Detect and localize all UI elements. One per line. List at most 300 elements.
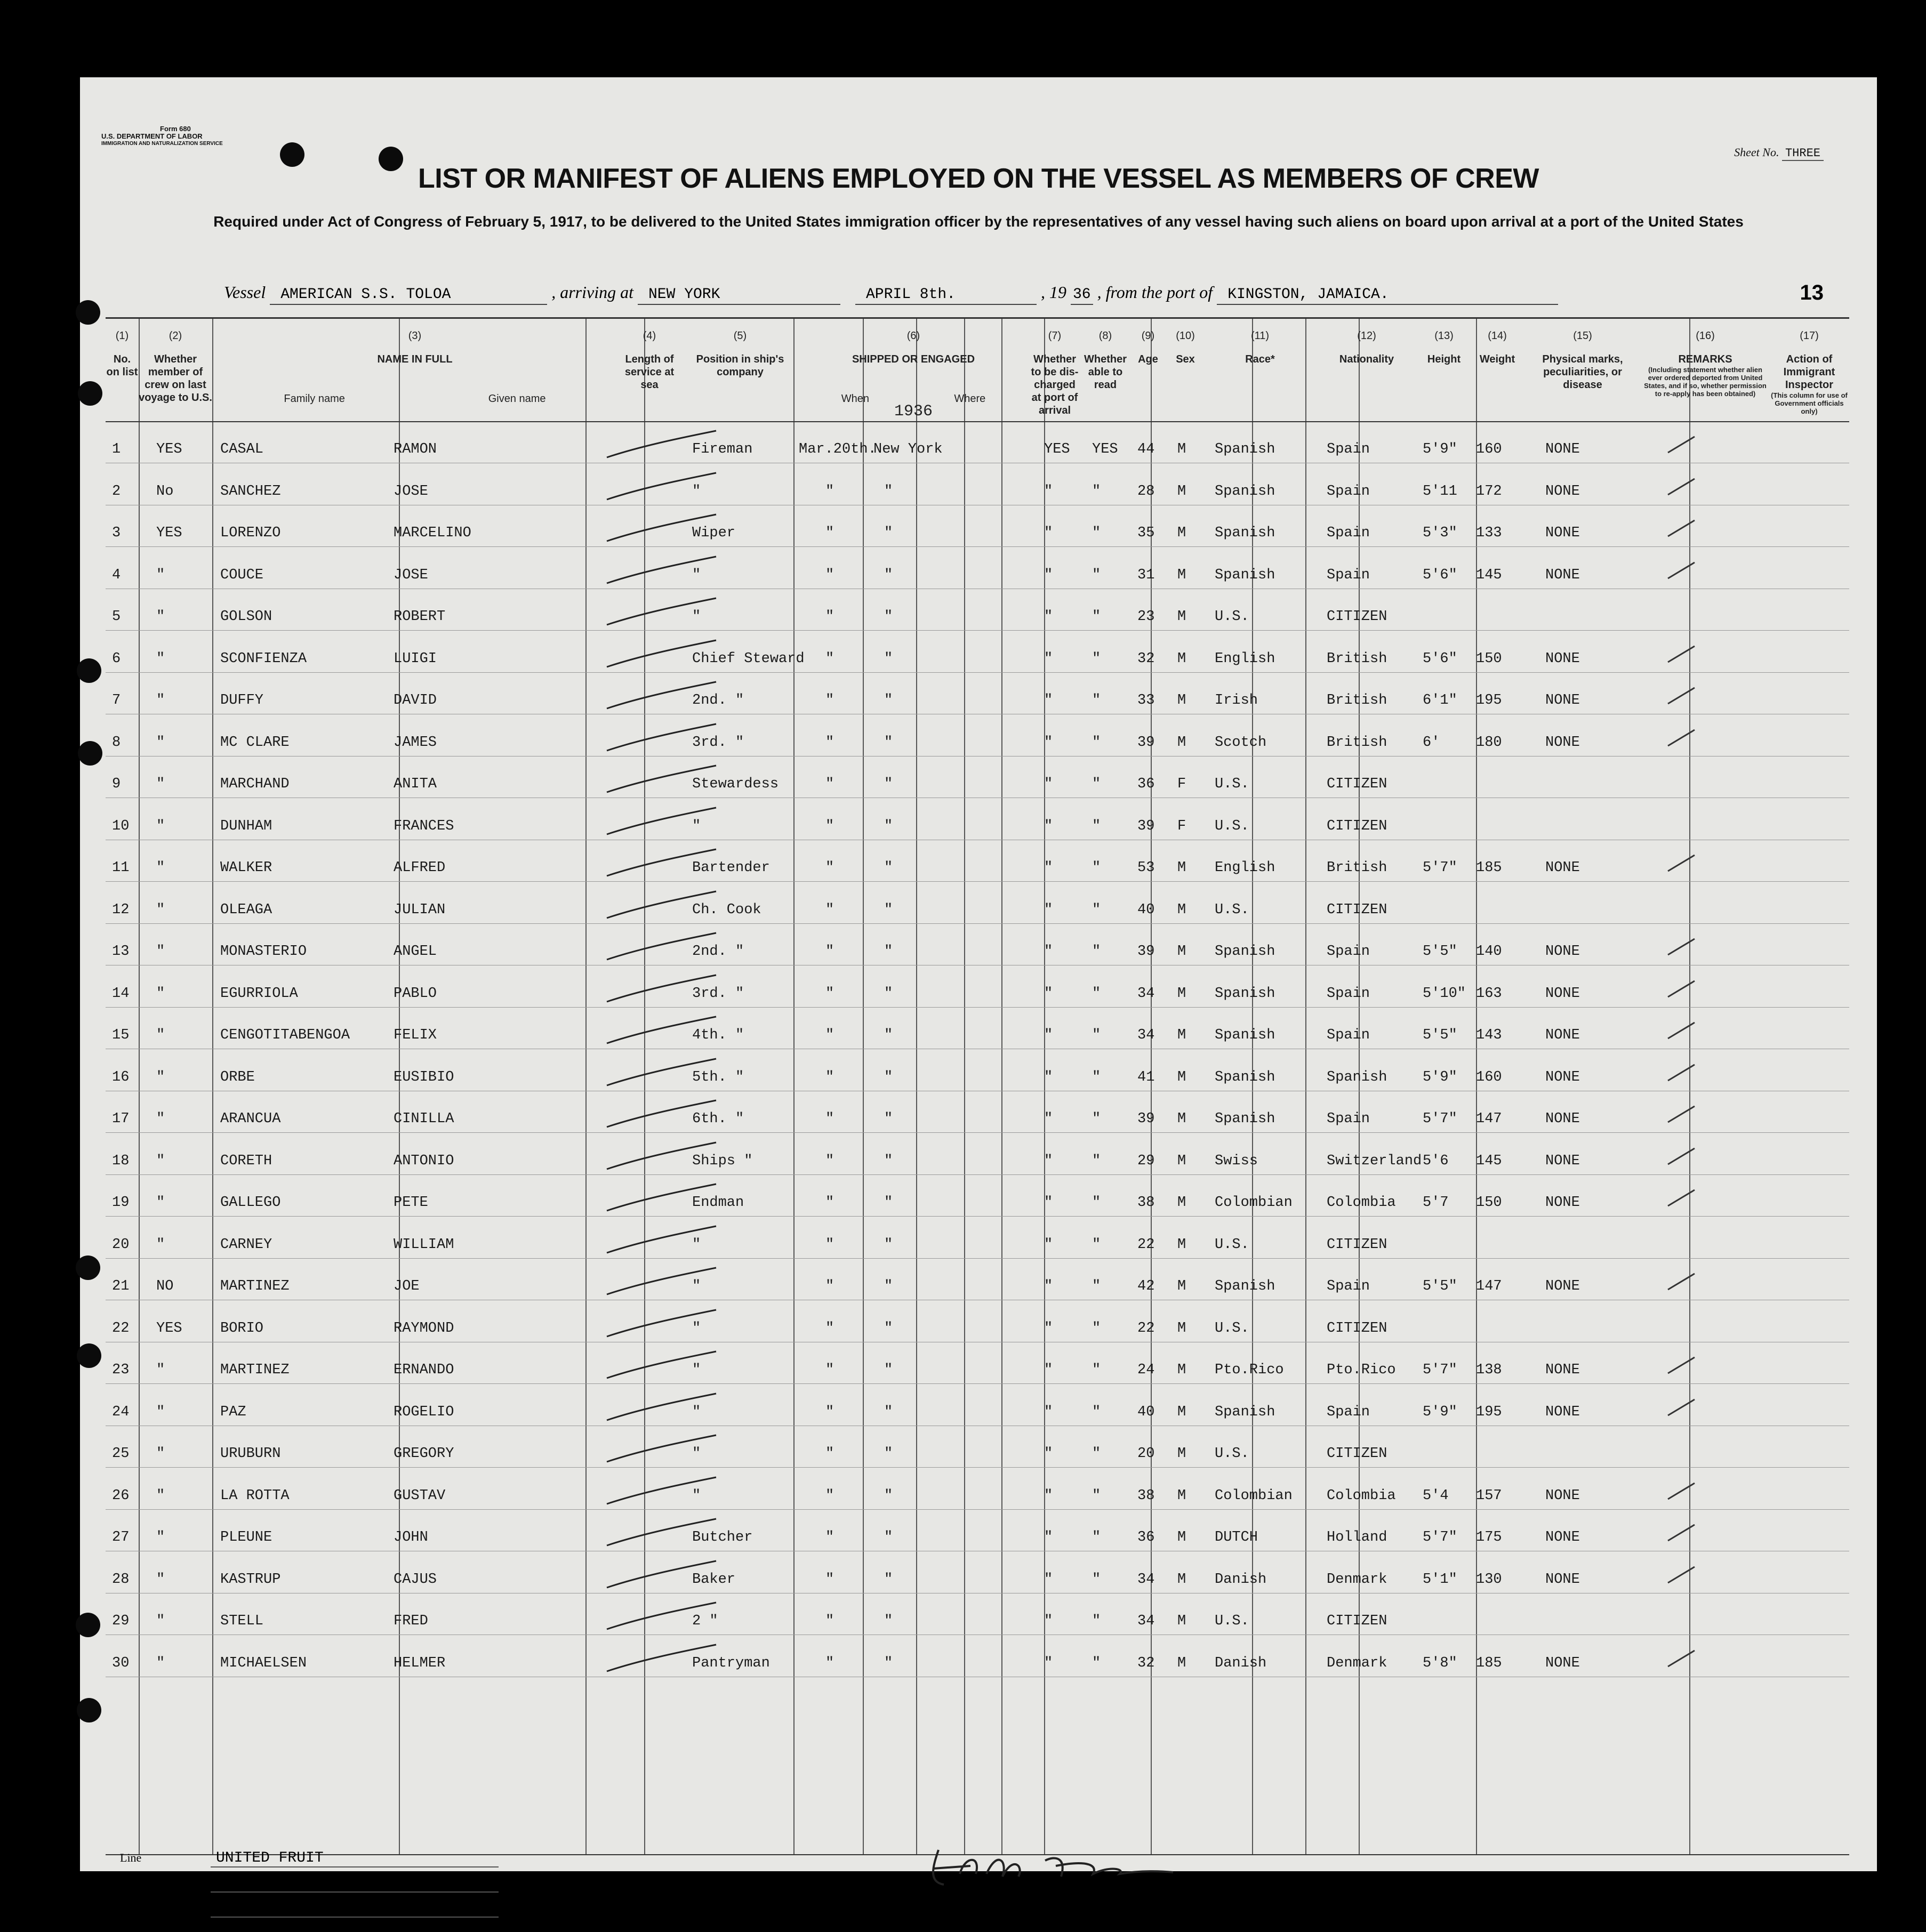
cell-when: ": [825, 693, 834, 709]
cell-position: 4th. ": [692, 1027, 744, 1043]
cell-weight: 147: [1476, 1278, 1502, 1294]
cell-read: ": [1092, 1446, 1101, 1462]
column-label: Action of Immigrant Inspector: [1783, 353, 1835, 391]
cell-no: 18: [112, 1153, 130, 1169]
service-checkmark: [601, 760, 729, 798]
table-row: [106, 1011, 1849, 1053]
cell-given: FRED: [394, 1613, 428, 1629]
service-checkmark: [601, 1388, 729, 1426]
cell-no: 13: [112, 944, 130, 960]
cell-where: ": [884, 860, 893, 876]
cell-where: ": [884, 1320, 893, 1337]
cell-age: 34: [1137, 1027, 1155, 1043]
table-row: [106, 1388, 1849, 1430]
cell-weight: 185: [1476, 860, 1502, 876]
punch-hole: [78, 381, 102, 406]
cell-height: 5'7": [1423, 1529, 1457, 1545]
column-label: No. on list: [106, 353, 138, 378]
service-checkmark: [601, 886, 729, 923]
cell-height: 5'5": [1423, 1027, 1457, 1043]
cell-when: ": [825, 818, 834, 834]
table-row: [106, 928, 1849, 969]
cell-family: SANCHEZ: [220, 483, 281, 500]
cell-when: ": [825, 944, 834, 960]
remarks-checkmark: [1663, 471, 1705, 503]
cell-no: 7: [112, 693, 121, 709]
cell-height: 5'1": [1423, 1571, 1457, 1588]
cell-no: 4: [112, 567, 121, 583]
cell-when: ": [825, 1404, 834, 1420]
cell-disch: ": [1044, 1362, 1053, 1378]
cell-family: STELL: [220, 1613, 264, 1629]
remarks-checkmark: [1663, 1643, 1705, 1675]
cell-where: ": [884, 1571, 893, 1588]
table-row: [106, 425, 1849, 467]
cell-given: DAVID: [394, 693, 437, 709]
remarks-checkmark: [1663, 1015, 1705, 1046]
cell-last: ": [156, 860, 165, 876]
punch-hole: [76, 1255, 100, 1280]
column-number: (16): [1696, 330, 1715, 342]
owners-value: UNITED FRUIT STEAMSHIP CORP.: [211, 1875, 499, 1893]
remarks-checkmark: [1663, 429, 1705, 461]
punch-hole: [76, 300, 100, 325]
cell-age: 33: [1137, 693, 1155, 709]
cell-position: 5th. ": [692, 1069, 744, 1085]
cell-height: 5'6: [1423, 1153, 1449, 1169]
cell-family: CASAL: [220, 441, 264, 457]
cell-last: ": [156, 1529, 165, 1545]
cell-given: WILLIAM: [394, 1236, 454, 1253]
sheet-value: THREE: [1782, 147, 1824, 161]
from-label: , from the port of: [1097, 283, 1213, 302]
column-header: [1204, 329, 1316, 366]
service-checkmark: [601, 1011, 729, 1049]
cell-weight: 163: [1476, 985, 1502, 1002]
cell-when: ": [825, 860, 834, 876]
cell-marks: NONE: [1545, 1571, 1580, 1588]
remarks-checkmark: [1663, 680, 1705, 712]
table-row: [106, 1556, 1849, 1597]
cell-position: 3rd. ": [692, 734, 744, 751]
cell-age: 24: [1137, 1362, 1155, 1378]
table-row: [106, 509, 1849, 551]
table-row: [106, 1053, 1849, 1095]
cell-weight: 195: [1476, 1404, 1502, 1420]
cell-where: ": [884, 1153, 893, 1169]
cell-race: Spanish: [1215, 985, 1275, 1002]
service-checkmark: [601, 593, 729, 630]
cell-nat: Spain: [1327, 1278, 1370, 1294]
cell-race: English: [1215, 650, 1275, 667]
cell-no: 22: [112, 1320, 130, 1337]
cell-given: CINILLA: [394, 1111, 454, 1127]
cell-disch: ": [1044, 1069, 1053, 1085]
remarks-checkmark: [1663, 1349, 1705, 1381]
cell-age: 32: [1137, 650, 1155, 667]
cell-age: 38: [1137, 1487, 1155, 1504]
cell-last: ": [156, 985, 165, 1002]
cell-position: ": [692, 567, 701, 583]
table-row: [106, 635, 1849, 677]
cell-when: ": [825, 567, 834, 583]
service-checkmark: [601, 1179, 729, 1216]
cell-disch: ": [1044, 860, 1053, 876]
arrival-port: NEW YORK: [638, 286, 840, 305]
cell-family: CENGOTITABENGOA: [220, 1027, 350, 1043]
cell-nat: Spain: [1327, 1111, 1370, 1127]
service-checkmark: [601, 551, 729, 589]
cell-marks: NONE: [1545, 734, 1580, 751]
cell-sex: M: [1177, 650, 1186, 667]
service-checkmark: [601, 1346, 729, 1383]
table-row: [106, 677, 1849, 718]
cell-read: ": [1092, 1571, 1101, 1588]
cell-last: ": [156, 567, 165, 583]
cell-marks: NONE: [1545, 1069, 1580, 1085]
cell-race: Spanish: [1215, 1027, 1275, 1043]
cell-given: EUSIBIO: [394, 1069, 454, 1085]
service-checkmark: [601, 928, 729, 965]
cell-no: 20: [112, 1236, 130, 1253]
form-number: Form 680: [160, 125, 191, 133]
cell-disch: ": [1044, 1111, 1053, 1127]
cell-when: ": [825, 1069, 834, 1085]
cell-where: ": [884, 1362, 893, 1378]
cell-where: ": [884, 567, 893, 583]
cell-disch: ": [1044, 693, 1053, 709]
cell-family: MARCHAND: [220, 776, 290, 792]
table-row: [106, 1514, 1849, 1555]
cell-nat: Colombia: [1327, 1195, 1396, 1211]
cell-when: ": [825, 483, 834, 500]
cell-family: SCONFIENZA: [220, 650, 307, 667]
sheet-label: Sheet No.: [1734, 146, 1779, 159]
cell-family: DUNHAM: [220, 818, 272, 834]
cell-when: ": [825, 1613, 834, 1629]
cell-race: Spanish: [1215, 1111, 1275, 1127]
cell-read: ": [1092, 1655, 1101, 1671]
vessel-name: AMERICAN S.S. TOLOA: [270, 286, 547, 305]
cell-disch: ": [1044, 1320, 1053, 1337]
cell-family: ARANCUA: [220, 1111, 281, 1127]
cell-given: ANITA: [394, 776, 437, 792]
cell-sex: M: [1177, 1236, 1186, 1253]
cell-last: ": [156, 944, 165, 960]
remarks-checkmark: [1663, 1475, 1705, 1507]
cell-sex: M: [1177, 1446, 1186, 1462]
cell-no: 6: [112, 650, 121, 667]
remarks-checkmark: [1663, 1559, 1705, 1591]
cell-no: 14: [112, 985, 130, 1002]
cell-nat: Spain: [1327, 1404, 1370, 1420]
page-mark: 13: [1800, 281, 1824, 304]
cell-nat: Holland: [1327, 1529, 1387, 1545]
cell-weight: 195: [1476, 693, 1502, 709]
table-row: [106, 1472, 1849, 1514]
cell-race: U.S.: [1215, 1446, 1249, 1462]
cell-disch: ": [1044, 567, 1053, 583]
service-checkmark: [601, 719, 729, 756]
cell-position: Wiper: [692, 525, 736, 541]
cell-race: Spanish: [1215, 525, 1275, 541]
service-checkmark: [601, 677, 729, 714]
cell-family: EGURRIOLA: [220, 985, 298, 1002]
cell-no: 11: [112, 860, 130, 876]
cell-family: ORBE: [220, 1069, 255, 1085]
cell-position: Ships ": [692, 1153, 753, 1169]
cell-no: 23: [112, 1362, 130, 1378]
cell-given: GREGORY: [394, 1446, 454, 1462]
cell-last: ": [156, 1236, 165, 1253]
cell-disch: ": [1044, 1487, 1053, 1504]
cell-where: ": [884, 1446, 893, 1462]
cell-read: ": [1092, 1404, 1101, 1420]
remarks-checkmark: [1663, 512, 1705, 544]
table-row: [106, 1346, 1849, 1388]
cell-race: U.S.: [1215, 776, 1249, 792]
cell-last: ": [156, 650, 165, 667]
agents-value: UNITED FRUIT COMPANY.: [211, 1900, 499, 1918]
cell-age: 20: [1137, 1446, 1155, 1462]
row-rule: [106, 672, 1849, 673]
cell-race: U.S.: [1215, 1613, 1249, 1629]
table-row: [106, 468, 1849, 509]
cell-nat: Spain: [1327, 944, 1370, 960]
service-checkmark: [601, 1514, 729, 1551]
cell-where: ": [884, 483, 893, 500]
cell-read: ": [1092, 1153, 1101, 1169]
cell-no: 1: [112, 441, 121, 457]
cell-last: ": [156, 776, 165, 792]
cell-where: ": [884, 1529, 893, 1545]
cell-last: ": [156, 1153, 165, 1169]
vessel-label: Vessel: [224, 283, 266, 302]
shipped-year: 1936: [894, 402, 933, 421]
cell-race: U.S.: [1215, 818, 1249, 834]
cell-disch: ": [1044, 1529, 1053, 1545]
cell-last: ": [156, 1027, 165, 1043]
cell-position: Fireman: [692, 441, 753, 457]
cell-sex: M: [1177, 693, 1186, 709]
cell-height: 6'1": [1423, 693, 1457, 709]
cell-given: ANTONIO: [394, 1153, 454, 1169]
column-label: Position in ship's company: [696, 353, 784, 378]
cell-read: ": [1092, 567, 1101, 583]
cell-age: 35: [1137, 525, 1155, 541]
cell-age: 34: [1137, 1613, 1155, 1629]
row-rule: [106, 1174, 1849, 1175]
cell-age: 32: [1137, 1655, 1155, 1671]
service-checkmark: [601, 425, 729, 463]
cell-weight: 160: [1476, 1069, 1502, 1085]
cell-weight: 157: [1476, 1487, 1502, 1504]
cell-where: ": [884, 944, 893, 960]
cell-position: Bartender: [692, 860, 770, 876]
table-row: [106, 760, 1849, 802]
remarks-checkmark: [1663, 638, 1705, 670]
remarks-checkmark: [1663, 847, 1705, 879]
arrival-date: APRIL 8th.: [855, 286, 1037, 305]
cell-weight: 175: [1476, 1529, 1502, 1545]
cell-family: OLEAGA: [220, 901, 272, 918]
remarks-checkmark: [1663, 1517, 1705, 1549]
cell-race: Irish: [1215, 693, 1258, 709]
cell-sex: M: [1177, 1027, 1186, 1043]
cell-disch: ": [1044, 483, 1053, 500]
cell-family: MONASTERIO: [220, 944, 307, 960]
cell-where: ": [884, 776, 893, 792]
column-label: SHIPPED OR ENGAGED: [852, 353, 975, 365]
cell-last: ": [156, 1446, 165, 1462]
cell-marks: NONE: [1545, 1195, 1580, 1211]
cell-position: Ch. Cook: [692, 901, 761, 918]
cell-position: Stewardess: [692, 776, 779, 792]
cell-when: ": [825, 1487, 834, 1504]
remarks-checkmark: [1663, 1098, 1705, 1130]
cell-race: Spanish: [1215, 441, 1275, 457]
column-number: (7): [1048, 330, 1062, 342]
cell-where: New York: [873, 441, 943, 457]
column-sublabel: Family name: [284, 393, 345, 405]
cell-height: 5'7: [1423, 1195, 1449, 1211]
column-header: [139, 329, 212, 404]
cell-weight: 172: [1476, 483, 1502, 500]
cell-no: 26: [112, 1487, 130, 1504]
line-label: Line: [120, 1851, 142, 1864]
cell-no: 8: [112, 734, 121, 751]
cell-sex: F: [1177, 818, 1186, 834]
cell-given: JOE: [394, 1278, 420, 1294]
cell-sex: M: [1177, 1655, 1186, 1671]
cell-when: ": [825, 1655, 834, 1671]
cell-when: ": [825, 776, 834, 792]
column-sublabel: Where: [954, 393, 986, 405]
cell-where: ": [884, 1278, 893, 1294]
row-rule: [106, 630, 1849, 631]
cell-race: Scotch: [1215, 734, 1267, 751]
cell-no: 17: [112, 1111, 130, 1127]
cell-weight: 143: [1476, 1027, 1502, 1043]
cell-family: COUCE: [220, 567, 264, 583]
cell-sex: M: [1177, 441, 1186, 457]
remarks-checkmark: [1663, 1182, 1705, 1214]
cell-given: PETE: [394, 1195, 428, 1211]
cell-given: ERNANDO: [394, 1362, 454, 1378]
cell-marks: NONE: [1545, 944, 1580, 960]
cell-race: Spanish: [1215, 1278, 1275, 1294]
cell-disch: YES: [1044, 441, 1070, 457]
form-identifier: [101, 125, 223, 148]
cell-disch: ": [1044, 1236, 1053, 1253]
cell-read: ": [1092, 734, 1101, 751]
column-header: [1316, 329, 1417, 366]
cell-where: ": [884, 818, 893, 834]
service-checkmark: [601, 970, 729, 1007]
cell-where: ": [884, 693, 893, 709]
cell-age: 53: [1137, 860, 1155, 876]
cell-height: 5'6": [1423, 567, 1457, 583]
column-number: (17): [1800, 330, 1819, 342]
cell-when: ": [825, 1446, 834, 1462]
cell-read: ": [1092, 650, 1101, 667]
page-subtitle: Required under Act of Congress of February 5, 1917, to be delivered to the United States immigration officer by the representatives of any vessel having such aliens on board upon arrival at a port of the United States: [213, 213, 1744, 230]
cell-read: ": [1092, 525, 1101, 541]
cell-last: ": [156, 1404, 165, 1420]
cell-marks: NONE: [1545, 1278, 1580, 1294]
cell-race: U.S.: [1215, 901, 1249, 918]
cell-height: 5'9": [1423, 1069, 1457, 1085]
cell-last: ": [156, 609, 165, 625]
cell-height: 5'11: [1423, 483, 1457, 500]
cell-no: 29: [112, 1613, 130, 1629]
cell-disch: ": [1044, 1613, 1053, 1629]
cell-sex: M: [1177, 567, 1186, 583]
cell-age: 39: [1137, 1111, 1155, 1127]
cell-sex: F: [1177, 776, 1186, 792]
inspector-signature: [922, 1845, 1221, 1893]
cell-race: Spanish: [1215, 567, 1275, 583]
column-number: (9): [1141, 330, 1155, 342]
cell-family: DUFFY: [220, 693, 264, 709]
cell-height: 6': [1423, 734, 1440, 751]
cell-position: Endman: [692, 1195, 744, 1211]
cell-no: 28: [112, 1571, 130, 1588]
cell-when: ": [825, 1236, 834, 1253]
table-row: [106, 970, 1849, 1011]
cell-position: ": [692, 609, 701, 625]
cell-family: PAZ: [220, 1404, 246, 1420]
cell-sex: M: [1177, 1195, 1186, 1211]
cell-disch: ": [1044, 901, 1053, 918]
cell-marks: NONE: [1545, 525, 1580, 541]
service-checkmark: [601, 1597, 729, 1635]
remarks-checkmark: [1663, 1057, 1705, 1089]
header-rule: [106, 421, 1849, 422]
cell-last: ": [156, 1571, 165, 1588]
column-header: [1471, 329, 1524, 366]
cell-nat: CITIZEN: [1327, 1446, 1387, 1462]
cell-read: ": [1092, 1195, 1101, 1211]
cell-position: Butcher: [692, 1529, 753, 1545]
column-header: [799, 329, 1028, 421]
table-row: [106, 1430, 1849, 1471]
service-checkmark: [601, 844, 729, 881]
cell-nat: Pto.Rico: [1327, 1362, 1396, 1378]
cell-no: 12: [112, 901, 130, 918]
cell-age: 36: [1137, 776, 1155, 792]
punch-hole: [77, 658, 101, 683]
cell-height: 5'5": [1423, 944, 1457, 960]
service-checkmark: [601, 468, 729, 505]
cell-marks: NONE: [1545, 567, 1580, 583]
cell-nat: CITIZEN: [1327, 1320, 1387, 1337]
cell-when: ": [825, 1529, 834, 1545]
column-header: [617, 329, 681, 391]
cell-marks: NONE: [1545, 1153, 1580, 1169]
column-header: [1081, 329, 1129, 391]
cell-given: ANGEL: [394, 944, 437, 960]
cell-weight: 147: [1476, 1111, 1502, 1127]
cell-marks: NONE: [1545, 860, 1580, 876]
cell-sex: M: [1177, 1069, 1186, 1085]
cell-sex: M: [1177, 1278, 1186, 1294]
cell-sex: M: [1177, 901, 1186, 918]
cell-race: Colombian: [1215, 1195, 1293, 1211]
penalty-note: NOTE.—Failure to furnish full or correct information in columns (3), (5), (6), and (7) is punishable by a fine of ten dollars for each alien. See other side.: [1333, 1894, 1805, 1917]
cell-marks: NONE: [1545, 441, 1580, 457]
cell-when: ": [825, 985, 834, 1002]
